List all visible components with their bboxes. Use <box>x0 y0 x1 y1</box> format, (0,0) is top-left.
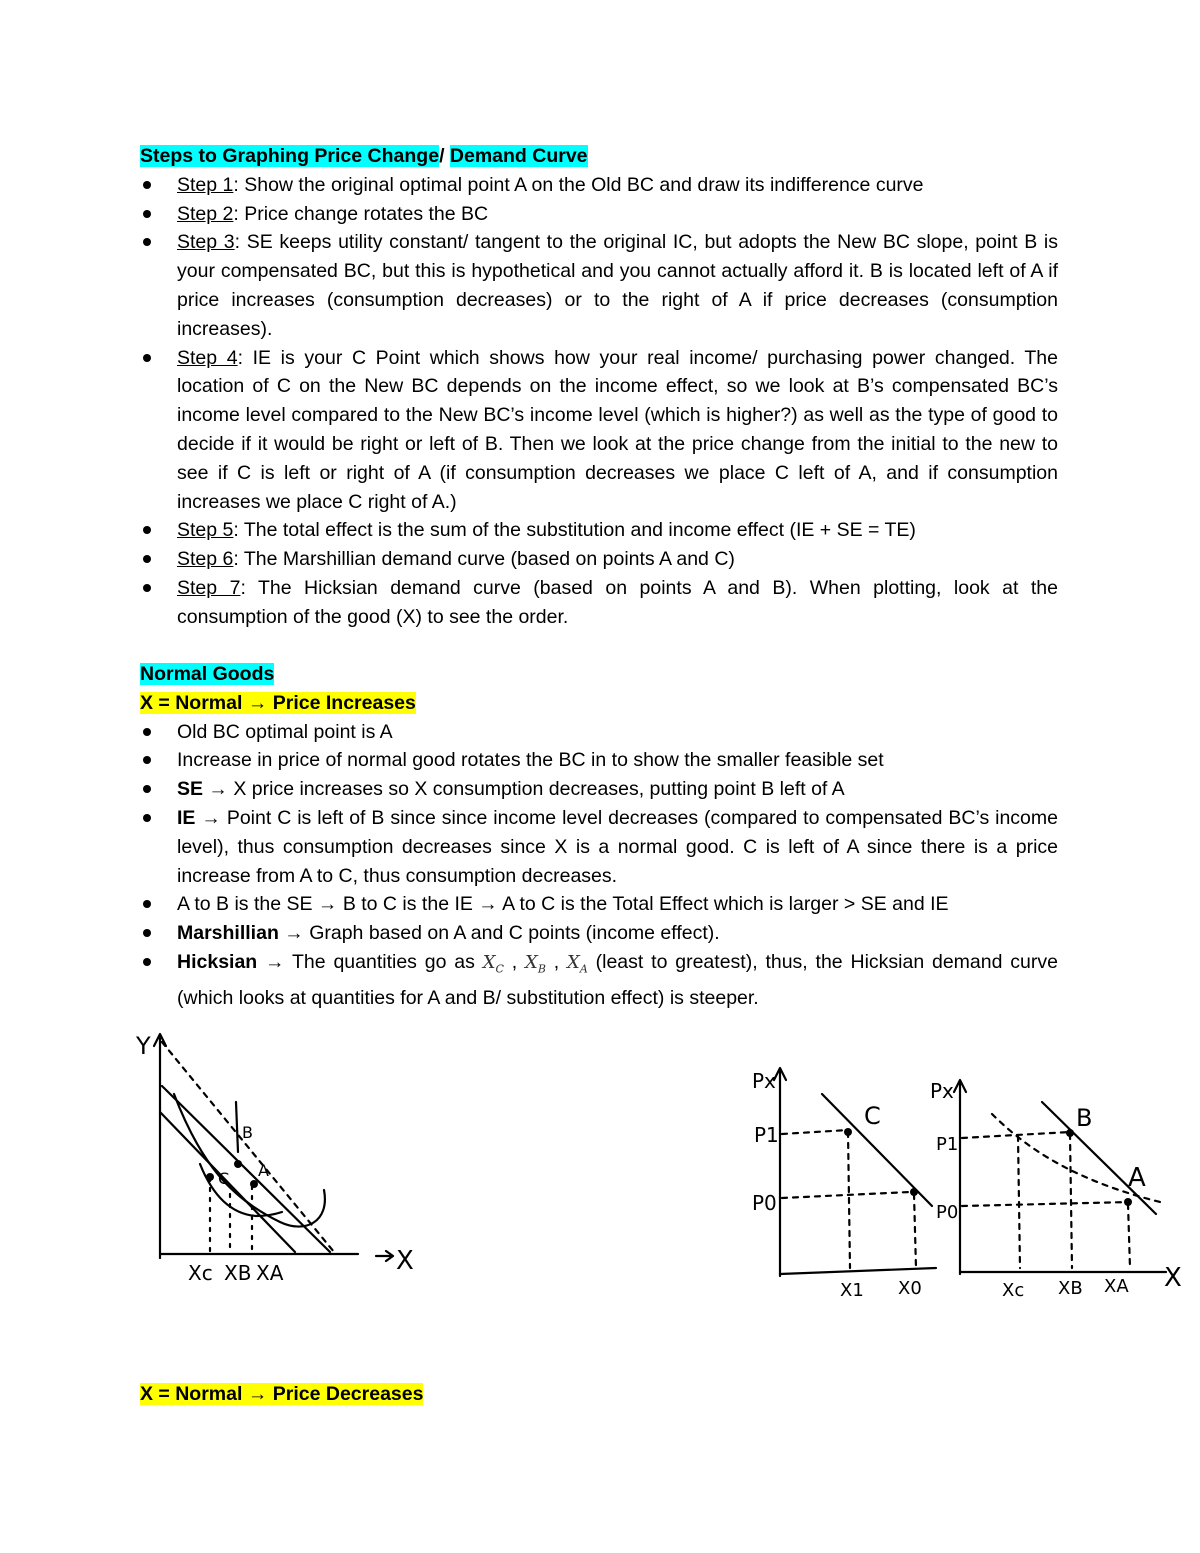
bullet-2 <box>140 746 1058 775</box>
label-a: A <box>258 1161 269 1180</box>
xc-drop <box>1018 1136 1020 1268</box>
p1-line <box>782 1130 848 1134</box>
point-a <box>910 1188 918 1196</box>
step-item-1 <box>140 171 1058 200</box>
old-budget-line <box>162 1042 334 1252</box>
label-c: C <box>864 1102 881 1130</box>
bullet-label: Hicksian <box>177 950 258 973</box>
step-text: : The Hicksian demand curve (based on points A and B). When plotting, look at the consumption of the good (X) to see the order. <box>177 576 1058 628</box>
step-text: : The Marshillian demand curve (based on points A and C) <box>233 548 735 571</box>
step-label: Step 1 <box>177 173 234 196</box>
label-p1: P1 <box>936 1134 959 1155</box>
bullet-text: A to B is the SE → B to C is the IE → A to C is the Total Effect which is larger > SE and IE <box>177 893 949 916</box>
normal-goods-section <box>140 660 1058 1013</box>
normal-goods-title: Normal Goods <box>140 663 275 685</box>
steps-list <box>140 171 1058 632</box>
math-sep: , <box>503 950 526 973</box>
p0-line <box>962 1202 1130 1206</box>
math-xa <box>567 951 588 976</box>
label-xb: XB <box>1058 1278 1083 1299</box>
x-axis-arrow <box>376 1251 393 1261</box>
step-label: Step 6 <box>177 548 234 571</box>
heading-sep: / <box>439 145 450 167</box>
original-indifference-curve <box>174 1094 325 1227</box>
bullet-label: IE <box>177 806 196 829</box>
py-label: Px <box>752 1069 776 1093</box>
step-text: : Show the original optimal point A on the Old BC and draw its indifference curve <box>233 173 924 196</box>
step-text: : The total effect is the sum of the substitution and income effect (IE + SE = TE) <box>233 519 916 542</box>
hicksian-demand-graph <box>930 1072 1198 1302</box>
price-increase-heading <box>140 689 1058 718</box>
step-text: : SE keeps utility constant/ tangent to the original IC, but adopts the New BC slope, point B is your compensated BC, but this is hypothetical and you cannot actually afford it. B is located left of A if price increases (consumption decreases) or to the right of A if price decreases (consumption increases). <box>177 231 1058 340</box>
price-increase-title: X = Normal → Price Increases <box>140 691 416 714</box>
p1-line <box>962 1132 1070 1138</box>
step-label: Step 2 <box>177 202 234 225</box>
math-xc <box>482 951 504 976</box>
math-xb <box>525 951 546 976</box>
step-item-7 <box>140 574 1058 632</box>
label-a: A <box>1128 1163 1146 1193</box>
label-xc: Xc <box>1002 1280 1025 1301</box>
label-b: B <box>1076 1104 1093 1132</box>
steps-section <box>140 142 1058 632</box>
label-p0: P0 <box>936 1202 959 1223</box>
steps-heading <box>140 142 1058 171</box>
x0-drop <box>914 1194 916 1268</box>
p0-line <box>782 1192 910 1198</box>
arrow-to-b <box>236 1102 238 1152</box>
bullet-3 <box>140 775 1058 804</box>
point-b <box>1066 1129 1074 1137</box>
bullet-label: SE <box>177 778 204 801</box>
bullet-text: → The quantities go as <box>257 950 483 973</box>
x-axis-label: X <box>396 1246 414 1276</box>
step-item-6 <box>140 545 1058 574</box>
point-a <box>1124 1198 1132 1206</box>
math-x: X <box>567 951 580 973</box>
bullet-4 <box>140 804 1058 890</box>
point-c <box>206 1173 214 1181</box>
step-text: : IE is your C Point which shows how your real income/ purchasing power changed. The location of C on the New BC depends on the income effect, so we look at B’s compensated BC’s income level compared to the New BC’s income level (which is higher?) as well as the type of good to decide if it would be right or left of B. Then we look at the price change from the initial to the new to see if C is left or right of A (if consumption decreases we place C left of A, and if consumption increases we place C right of A.) <box>177 346 1058 513</box>
step-label: Step 5 <box>177 519 234 542</box>
label-p1: P1 <box>754 1123 779 1147</box>
normal-goods-list <box>140 718 1058 1014</box>
math-x: X <box>482 951 496 973</box>
label-xa: XA <box>1104 1276 1129 1297</box>
bullet-5 <box>140 890 1058 919</box>
label-c: C <box>218 1169 230 1188</box>
bullet-6 <box>140 919 1058 948</box>
bullet-text: Increase in price of normal good rotates the BC in to show the smaller feasible set <box>177 749 884 772</box>
bullet-text: → Graph based on A and C points (income effect). <box>278 922 720 945</box>
math-x: X <box>525 951 538 973</box>
heading-part2: Demand Curve <box>449 145 588 167</box>
normal-goods-heading <box>140 660 1058 689</box>
x-axis <box>780 1268 936 1274</box>
bullet-text: (least to greatest), thus, the Hicksian demand curve (which looks at quantities for A and B/ substitution effect) is steeper. <box>177 950 1058 1010</box>
step-item-3 <box>140 228 1058 343</box>
step-item-5 <box>140 516 1058 545</box>
math-sep: , <box>545 950 568 973</box>
price-decrease-title: X = Normal → Price Decreases <box>140 1383 424 1405</box>
label-x: X <box>1164 1263 1182 1293</box>
price-decrease-heading <box>140 1380 1058 1409</box>
bullet-1 <box>140 718 1058 747</box>
y-axis-label: Y <box>136 1032 151 1060</box>
x1-drop <box>848 1132 850 1268</box>
step-label: Step 4 <box>177 346 238 369</box>
label-x1: X1 <box>840 1280 864 1301</box>
marshallian-curve <box>1042 1102 1156 1214</box>
step-item-4 <box>140 344 1058 517</box>
bullet-text: Old BC optimal point is A <box>177 720 393 743</box>
step-item-2 <box>140 200 1058 229</box>
xa-drop <box>1128 1204 1130 1268</box>
step-label: Step 3 <box>177 231 235 254</box>
math-sub: C <box>495 962 504 976</box>
bullet-text: → X price increases so X consumption decreases, putting point B left of A <box>203 778 845 801</box>
step-text: : Price change rotates the BC <box>233 202 489 225</box>
math-sub: A <box>579 962 588 976</box>
label-xc: Xc <box>188 1261 213 1285</box>
label-xb: XB <box>224 1261 252 1285</box>
label-xa: XA <box>256 1261 284 1285</box>
point-c <box>844 1128 852 1136</box>
point-a <box>250 1180 258 1188</box>
label-p0: P0 <box>752 1191 777 1215</box>
math-sub: B <box>537 962 546 976</box>
label-x0: X0 <box>898 1278 922 1299</box>
price-decrease-section <box>140 1380 1058 1409</box>
marshallian-demand-graph <box>746 1058 946 1303</box>
indifference-curve-graph <box>130 1022 440 1292</box>
bullet-text: → Point C is left of B since since income level decreases (compared to compensated BC’s income level), thus consumption decreases since X is a normal good. C is left of A since there is a price increase from A to C, thus consumption decreases. <box>177 806 1058 887</box>
xb-drop <box>1070 1134 1072 1268</box>
label-b: B <box>242 1123 253 1142</box>
step-label: Step 7 <box>177 576 241 599</box>
py-label: Px <box>930 1079 954 1103</box>
point-b <box>234 1160 242 1168</box>
heading-part1: Steps to Graphing Price Change <box>140 145 440 167</box>
bullet-7 <box>140 948 1058 1013</box>
bullet-label: Marshillian <box>177 922 279 945</box>
